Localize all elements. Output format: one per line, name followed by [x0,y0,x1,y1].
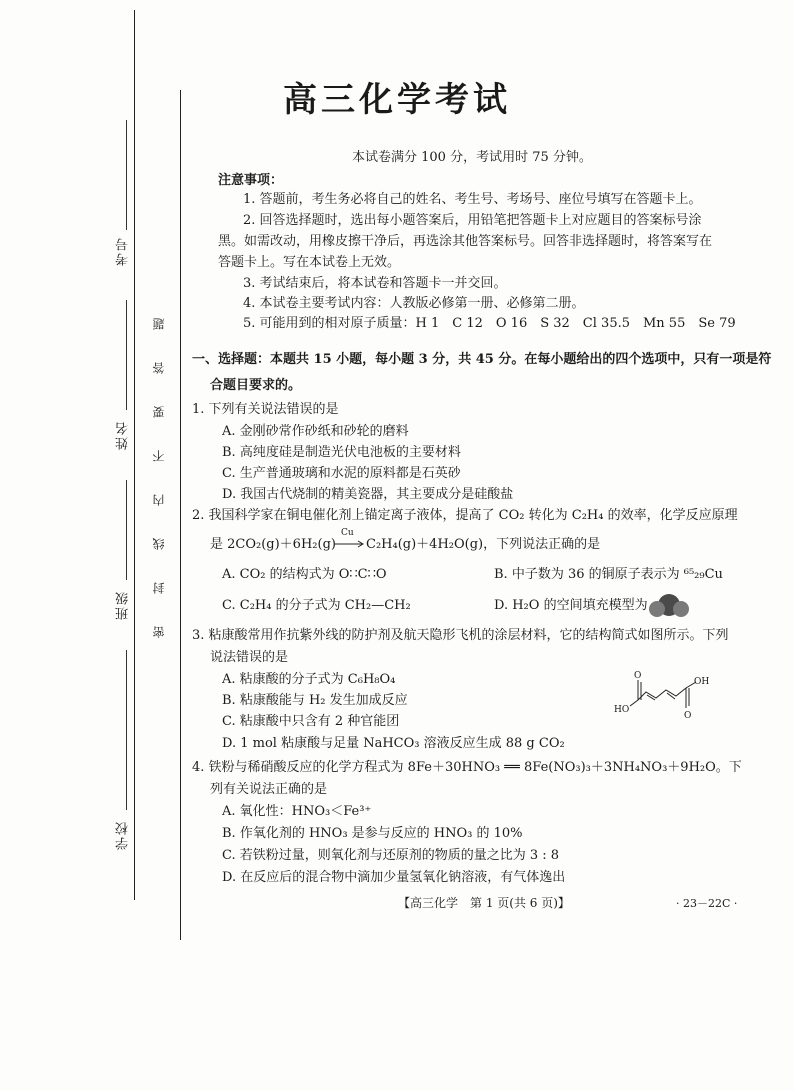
notice-line: 5. 可能用到的相对原子质量：H 1 C 12 O 16 S 32 Cl 35.5 Mn 55 Se 79 [243,316,736,331]
q2-stem: 2. 我国科学家在铜电催化剂上锚定离子液体，提高了 CO₂ 转化为 C₂H₄ 的效率，化学反应原理 [192,508,738,523]
q3-option-a[interactable]: A. 粘康酸的分子式为 C₆H₈O₄ [222,672,396,687]
seal-char: 题 [152,318,166,330]
section-heading-cont: 合题目要求的。 [210,378,302,393]
q4-stem: 4. 铁粉与稀硝酸反应的化学方程式为 8Fe＋30HNO₃ ══ 8Fe(NO₃)₃＋3NH₄NO₃＋9H₂O。下 [192,760,742,775]
q1-option-b[interactable]: B. 高纯度硅是制造光伏电池板的主要材料 [222,445,461,460]
struct-label-ho: HO [614,705,630,715]
exam-number-blank[interactable] [126,120,127,230]
seal-char: 线 [152,538,166,550]
q3-option-b[interactable]: B. 粘康酸能与 H₂ 发生加成反应 [222,693,408,708]
reaction-arrow-icon [334,539,366,549]
side-label-exam-number: 考号 [116,236,131,266]
name-blank[interactable] [126,300,127,410]
seal-char: 封 [152,582,166,594]
q3-option-c[interactable]: C. 粘康酸中只含有 2 种官能团 [222,714,400,729]
q2-option-c[interactable]: C. C₂H₄ 的分子式为 CH₂—CH₂ [222,598,411,613]
q4-option-b[interactable]: B. 作氧化剂的 HNO₃ 是参与反应的 HNO₃ 的 10% [222,826,523,841]
seal-char: 密 [152,626,166,638]
notice-line: 2. 回答选择题时，选出每小题答案后，用铅笔把答题卡上对应题目的答案标号涂 [243,213,702,228]
q4-option-a[interactable]: A. 氧化性：HNO₃＜Fe³⁺ [222,804,372,819]
q3-stem-cont: 说法错误的是 [210,650,289,665]
q4-option-d[interactable]: D. 在反应后的混合物中滴加少量氢氧化钠溶液，有气体逸出 [222,870,566,885]
subtitle: 本试卷满分 100 分，考试用时 75 分钟。 [352,150,592,165]
binding-line-inner [180,90,181,940]
struct-label-oh: OH [694,677,710,687]
side-label-name: 姓名 [116,420,131,450]
notice-heading: 注意事项： [218,173,284,188]
page-footer: 【高三化学 第 1 页(共 6 页)】 [398,896,570,910]
notice-line: 4. 本试卷主要考试内容：人教版必修第一册、必修第二册。 [243,296,585,311]
section-heading: 一、选择题：本题共 15 小题，每小题 3 分，共 45 分。在每小题给出的四个选项中，只有一项是符 [192,352,772,367]
seal-char: 不 [152,450,166,462]
notice-line: 黑。如需改动，用橡皮擦干净后，再选涂其他答案标号。回答非选择题时，将答案写在 [218,234,713,249]
q2-catalyst: Cu [341,528,354,538]
seal-char: 答 [152,362,166,374]
q3-stem: 3. 粘康酸常用作抗紫外线的防护剂及航天隐形飞机的涂层材料，它的结构简式如图所示。下列 [192,628,729,643]
side-label-class: 班级 [116,590,131,620]
notice-line: 1. 答题前，考生务必将自己的姓名、考生号、考场号、座位号填写在答题卡上。 [243,192,702,207]
q1-option-d[interactable]: D. 我国古代烧制的精美瓷器，其主要成分是硅酸盐 [222,487,514,502]
notice-line: 3. 考试结束后，将本试卷和答题卡一并交回。 [243,276,507,291]
seal-char: 要 [152,406,166,418]
q2-equation-right: C₂H₄(g)＋4H₂O(g)，下列说法正确的是 [366,537,601,552]
q2-option-a[interactable]: A. CO₂ 的结构式为 O∷C∷O [222,567,387,582]
q2-equation-left: 是 2CO₂(g)＋6H₂(g) [210,537,336,552]
class-blank[interactable] [126,480,127,580]
page-title: 高三化学考试 [283,80,511,120]
q4-stem-cont: 列有关说法正确的是 [210,782,328,797]
q3-option-d[interactable]: D. 1 mol 粘康酸与足量 NaHCO₃ 溶液反应生成 88 g CO₂ [222,736,565,751]
q1-option-a[interactable]: A. 金刚砂常作砂纸和砂轮的磨料 [222,424,409,439]
q1-stem: 1. 下列有关说法错误的是 [192,402,339,417]
q4-option-c[interactable]: C. 若铁粉过量，则氧化剂与还原剂的物质的量之比为 3 : 8 [222,848,560,863]
struct-label-o-bottom: O [684,711,692,721]
q2-option-b[interactable]: B. 中子数为 36 的铜原子表示为 ⁶⁵₂₉Cu [494,567,723,582]
struct-label-o-top: O [634,671,642,681]
school-blank[interactable] [126,650,127,810]
seal-char: 内 [152,494,166,506]
water-molecule-model-icon [648,592,690,620]
notice-line: 答题卡上。写在本试卷上无效。 [218,255,401,270]
binding-line-outer [134,10,135,900]
paper-code: · 23－22C · [676,897,738,910]
q1-option-c[interactable]: C. 生产普通玻璃和水泥的原料都是石英砂 [222,466,461,481]
q2-option-d[interactable]: D. H₂O 的空间填充模型为 [494,598,648,613]
side-label-school: 学校 [116,820,131,850]
